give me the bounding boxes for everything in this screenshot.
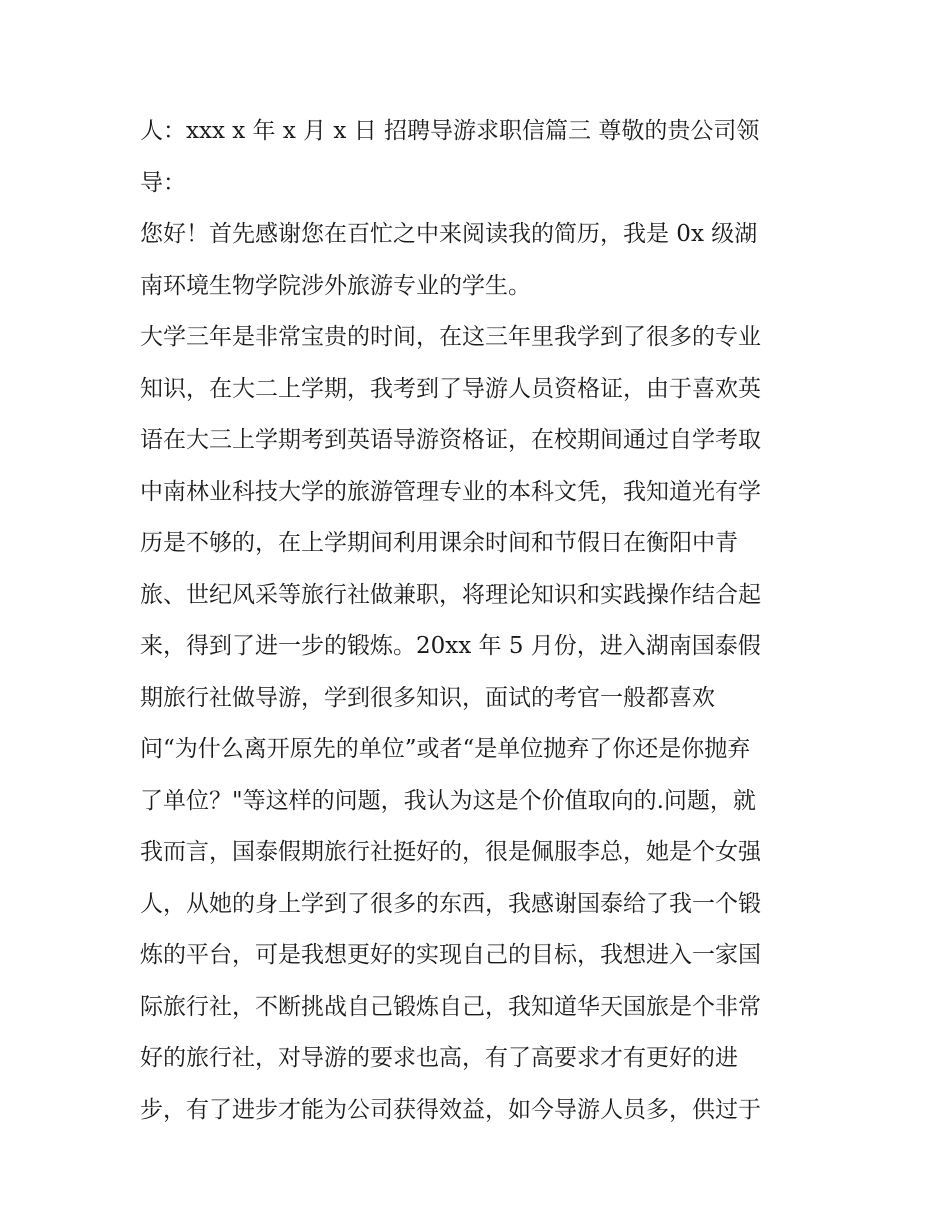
text-line: 炼的平台，可是我想更好的实现自己的目标，我想进入一家国 <box>140 942 761 968</box>
text-line: 中南林业科技大学的旅游管理专业的本科文凭，我知道光有学 <box>140 478 761 505</box>
text-line: 历是不够的，在上学期间利用课余时间和节假日在衡阳中青 <box>140 530 738 556</box>
text-line: 人，从她的身上学到了很多的东西，我感谢国泰给了我一个锻 <box>140 890 761 917</box>
text-line: 期旅行社做导游，学到很多知识，面试的考官一般都喜欢 <box>140 684 715 711</box>
text-line: 南环境生物学院涉外旅游专业的学生。 <box>140 272 531 299</box>
text-line: 大学三年是非常宝贵的时间，在这三年里我学到了很多的专业 <box>140 324 761 350</box>
text-line: 导： <box>140 169 186 196</box>
text-line: 来，得到了进一步的锻炼。20xx 年 5 月份，进入湖南国泰假 <box>140 633 761 659</box>
text-line: 我而言，国泰假期旅行社挺好的，很是佩服李总，她是个女强 <box>140 839 761 865</box>
text-line: 问“为什么离开原先的单位”或者“是单位抛弃了你还是你抛弃 <box>140 736 751 762</box>
text-line: 语在大三上学期考到英语导游资格证，在校期间通过自学考取 <box>140 427 761 453</box>
text-line: 好的旅行社，对导游的要求也高，有了高要求才有更好的进 <box>140 1045 738 1071</box>
text-line: 人：xxx x 年 x 月 x 日 招聘导游求职信篇三 尊敬的贵公司领 <box>140 118 760 144</box>
text-line: 知识，在大二上学期，我考到了导游人员资格证，由于喜欢英 <box>140 375 761 402</box>
text-line: 步，有了进步才能为公司获得效益，如今导游人员多，供过于 <box>140 1096 761 1123</box>
text-line: 旅、世纪风采等旅行社做兼职，将理论知识和实践操作结合起 <box>140 581 761 608</box>
text-line: 您好！首先感谢您在百忙之中来阅读我的简历，我是 0x 级湖 <box>140 221 758 247</box>
text-line: 际旅行社，不断挑战自己锻炼自己，我知道华天国旅是个非常 <box>140 993 761 1020</box>
text-line: 了单位？"等这样的问题，我认为这是个价值取向的.问题，就 <box>140 787 756 814</box>
letter-body <box>140 106 820 1136</box>
